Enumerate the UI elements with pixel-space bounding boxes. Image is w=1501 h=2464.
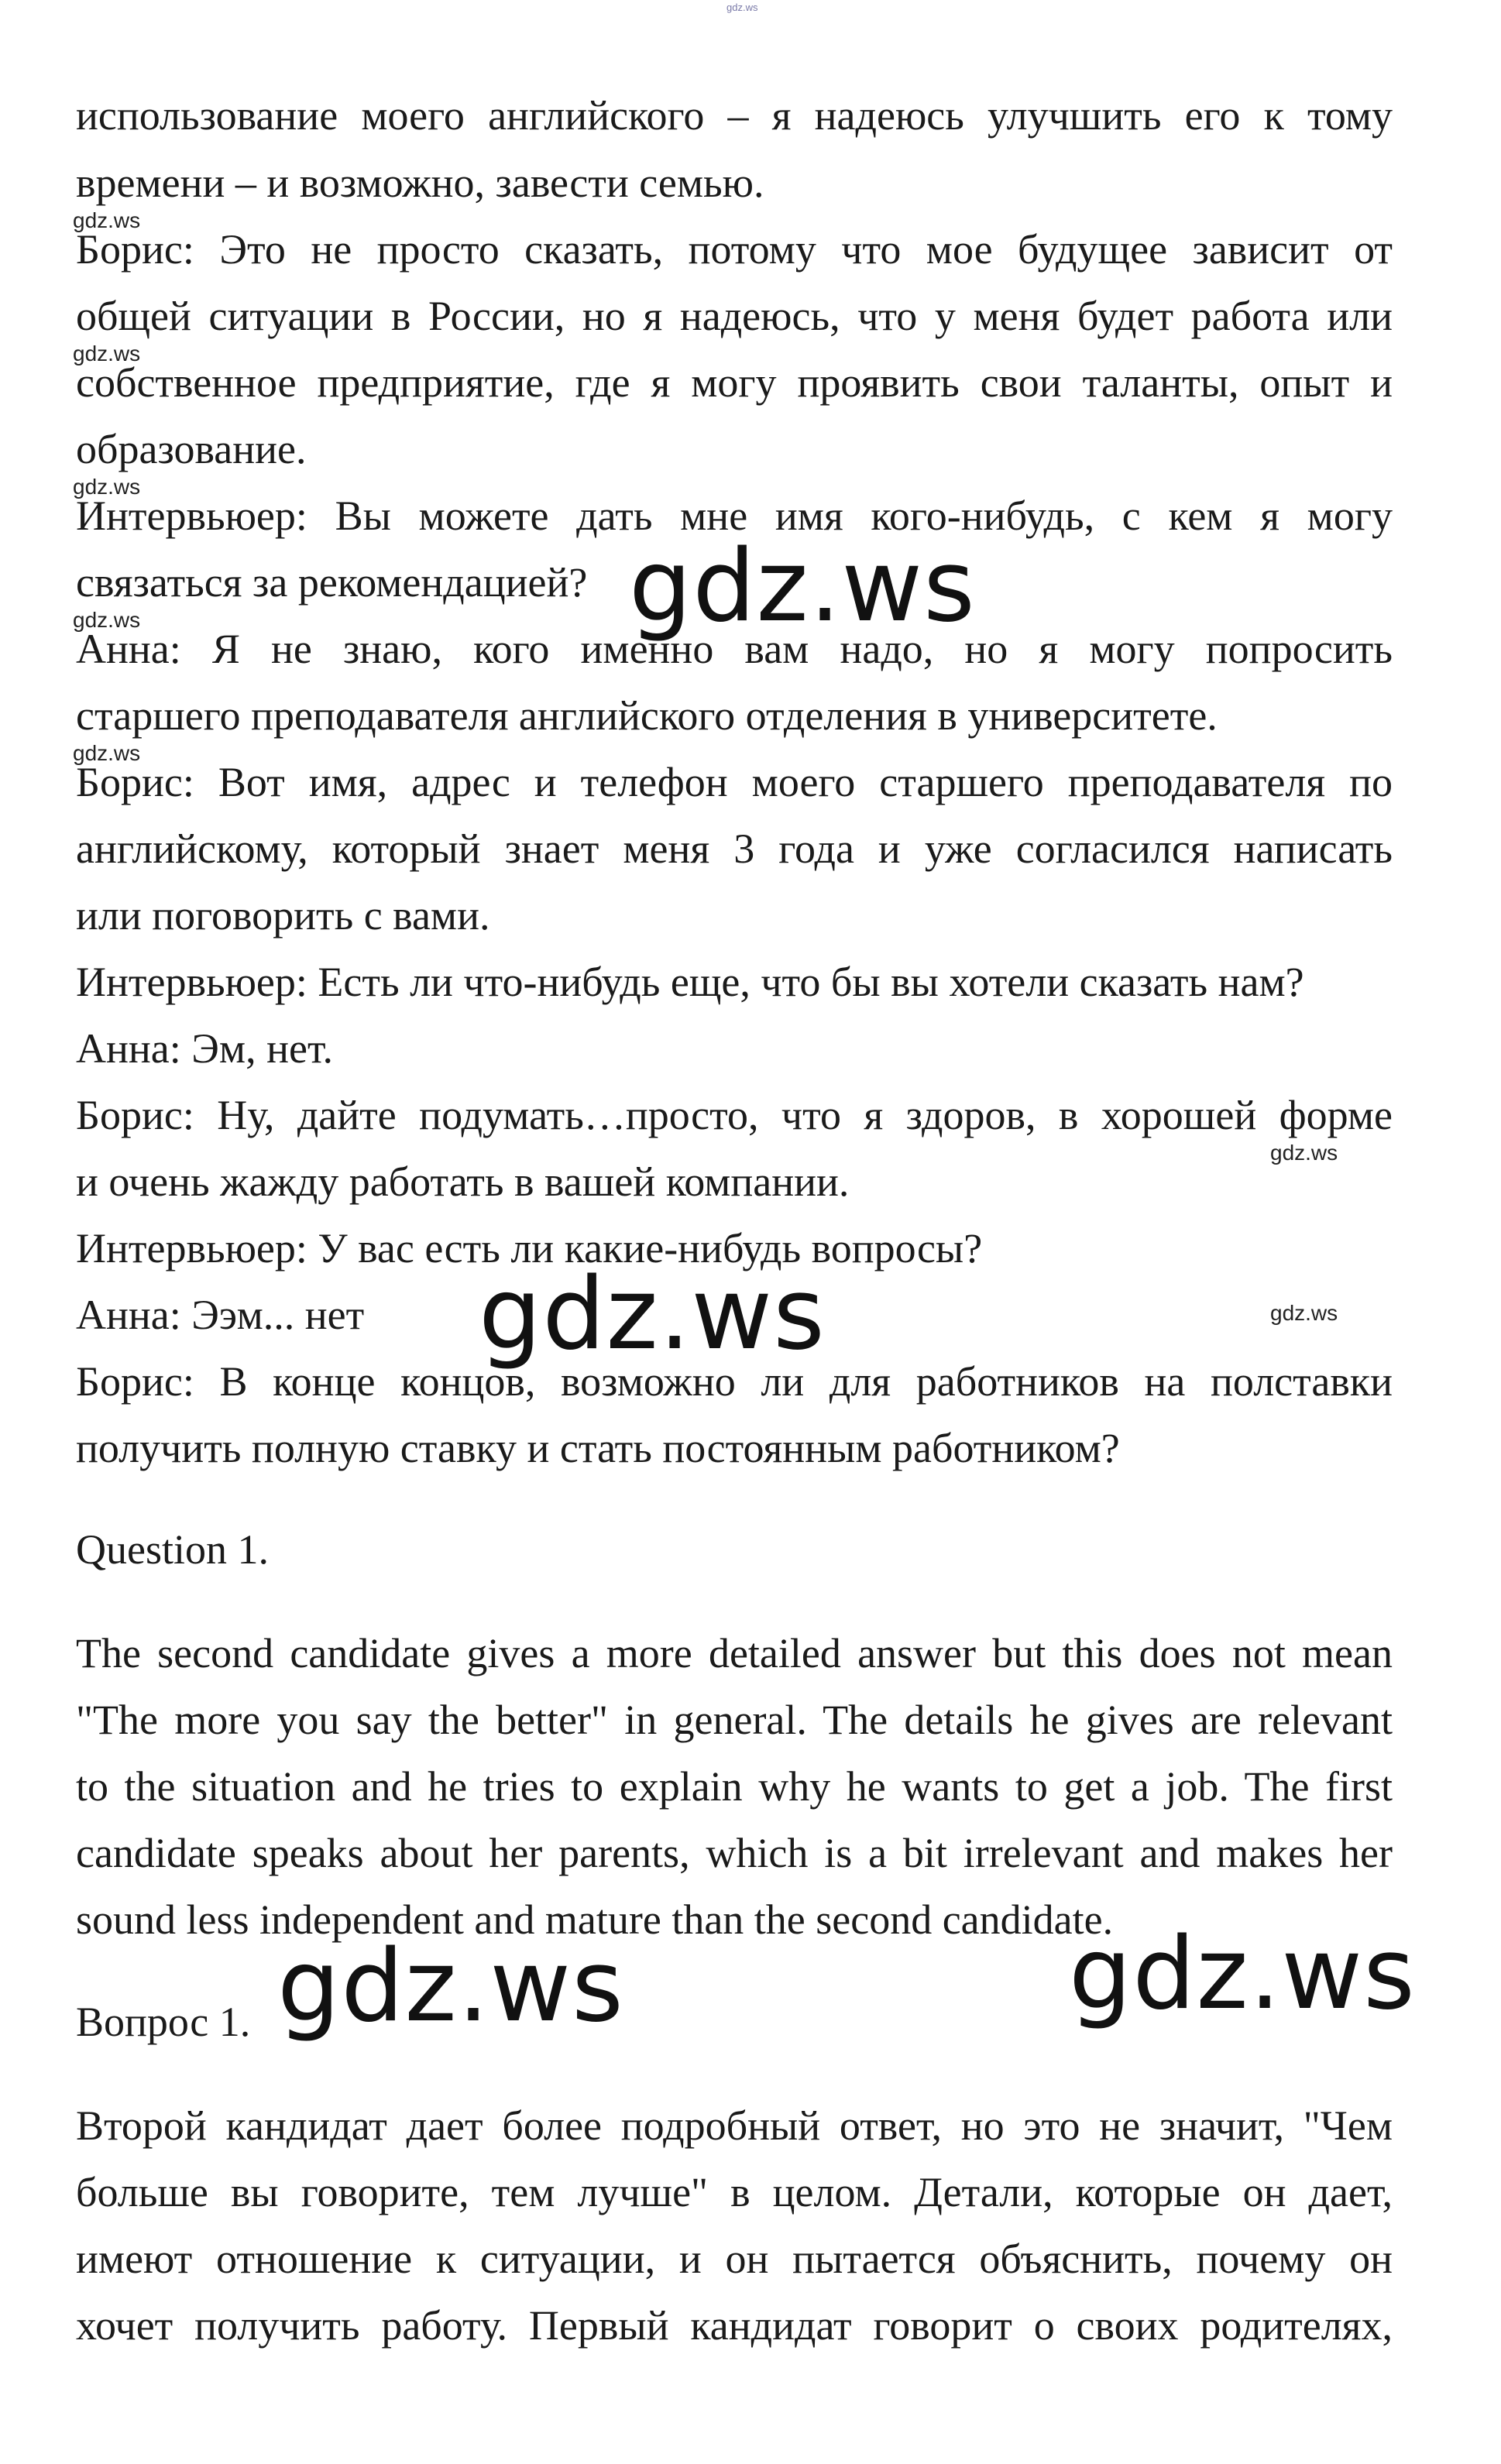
dialogue-line: времени – и возможно, завести семью. bbox=[76, 160, 764, 206]
dialogue-line: получить полную ставку и стать постоянным работником? bbox=[76, 1425, 1120, 1471]
dialogue-line: Борис: В конце концов, возможно ли для работников на полставки bbox=[76, 1358, 1393, 1405]
answer-line-en: to the situation and he tries to explain why he wants to get a job. The first bbox=[76, 1763, 1393, 1810]
answer-line-en: sound less independent and mature than the second candidate. bbox=[76, 1896, 1114, 1943]
answer-line-en: candidate speaks about her parents, which is a bit irrelevant and makes her bbox=[76, 1830, 1393, 1876]
dialogue-line: Анна: Я не знаю, кого именно вам надо, но я могу попросить bbox=[76, 626, 1393, 672]
watermark-small: gdz.ws bbox=[73, 208, 141, 232]
answer-line-ru: больше вы говорите, тем лучше" в целом. Детали, которые он дает, bbox=[76, 2169, 1393, 2215]
answer-line-en: The second candidate gives a more detailed answer but this does not mean bbox=[76, 1630, 1393, 1676]
dialogue-line: связаться за рекомендацией? bbox=[76, 559, 588, 606]
dialogue-line: или поговорить с вами. bbox=[76, 892, 490, 939]
dialogue-line: Интервьюер: Есть ли что-нибудь еще, что бы вы хотели сказать нам? bbox=[76, 959, 1304, 1005]
dialogue-line: английскому, который знает меня 3 года и уже согласился написать bbox=[76, 825, 1393, 872]
watermark-small: gdz.ws bbox=[73, 475, 141, 499]
dialogue-line: использование моего английского – я надеюсь улучшить его к тому bbox=[76, 92, 1393, 139]
question-heading-en: Question 1. bbox=[76, 1526, 269, 1573]
answer-line-ru: Второй кандидат дает более подробный ответ, но это не значит, "Чем bbox=[76, 2102, 1393, 2149]
dialogue-line: образование. bbox=[76, 426, 307, 472]
watermark-top: gdz.ws bbox=[726, 2, 758, 13]
dialogue-line: Анна: Эм, нет. bbox=[76, 1025, 333, 1072]
watermark-small: gdz.ws bbox=[1270, 1301, 1338, 1325]
question-heading-ru: Вопрос 1. bbox=[76, 1999, 251, 2045]
watermark-small: gdz.ws bbox=[1270, 1141, 1338, 1165]
dialogue-line: Борис: Вот имя, адрес и телефон моего старшего преподавателя по bbox=[76, 759, 1393, 805]
dialogue-line: общей ситуации в России, но я надеюсь, что у меня будет работа или bbox=[76, 293, 1393, 339]
dialogue-line: собственное предприятие, где я могу проявить свои таланты, опыт и bbox=[76, 359, 1393, 406]
watermark-small: gdz.ws bbox=[73, 741, 141, 765]
answer-line-ru: хочет получить работу. Первый кандидат говорит о своих родителях, bbox=[76, 2302, 1393, 2349]
watermark-large: gdz.ws bbox=[479, 1257, 826, 1372]
dialogue-line: старшего преподавателя английского отделения в университете. bbox=[76, 692, 1218, 739]
watermark-small: gdz.ws bbox=[73, 608, 141, 632]
dialogue-line: Интервьюер: У вас есть ли какие-нибудь вопросы? bbox=[76, 1225, 983, 1271]
dialogue-line: и очень жажду работать в вашей компании. bbox=[76, 1158, 850, 1205]
dialogue-line: Анна: Ээм... нет bbox=[76, 1292, 365, 1338]
dialogue-line: Интервьюер: Вы можете дать мне имя кого-нибудь, с кем я могу bbox=[76, 492, 1393, 539]
answer-line-ru: имеют отношение к ситуации, и он пытается объяснить, почему он bbox=[76, 2236, 1393, 2282]
watermark-large: gdz.ws bbox=[277, 1929, 624, 2044]
watermark-small: gdz.ws bbox=[73, 341, 141, 365]
dialogue-line: Борис: Это не просто сказать, потому что мое будущее зависит от bbox=[76, 226, 1393, 273]
dialogue-line: Борис: Ну, дайте подумать…просто, что я здоров, в хорошей форме bbox=[76, 1092, 1393, 1138]
watermark-large: gdz.ws bbox=[1069, 1917, 1416, 2032]
answer-line-en: "The more you say the better" in general. The details he gives are relevant bbox=[76, 1697, 1393, 1743]
watermark-large: gdz.ws bbox=[629, 529, 976, 644]
